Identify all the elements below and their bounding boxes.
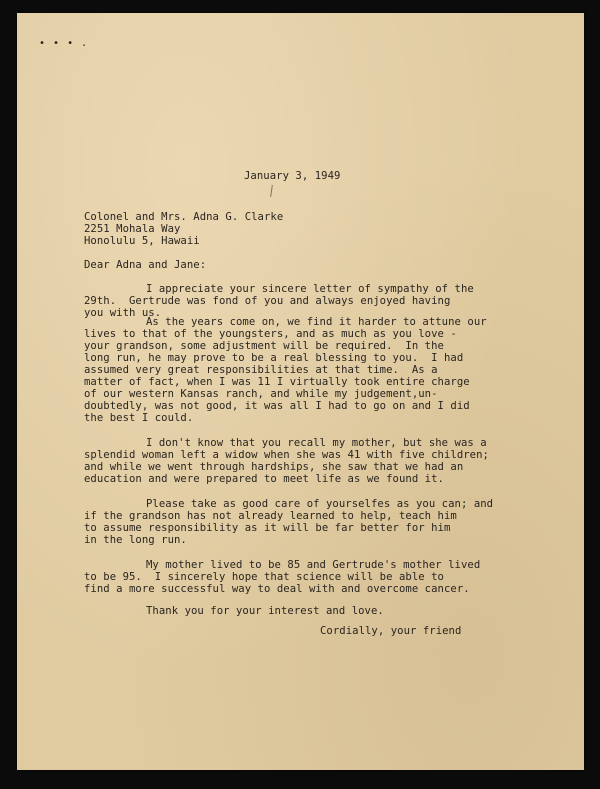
paragraph-2-line-4: long run, he may prove to be a real blessing to you. I had [84, 352, 464, 364]
paragraph-2-line-9: the best I could. [84, 412, 194, 424]
address-line-city: Honolulu 5, Hawaii [84, 235, 200, 247]
paragraph-4-line-3: to assume responsibility as it will be far better for him [84, 522, 451, 534]
paragraph-2-line-1: As the years come on, we find it harder to attune our [146, 316, 487, 328]
paragraph-1-line-2: 29th. Gertrude was fond of you and always enjoyed having [84, 295, 451, 307]
paragraph-3-line-3: and while we went through hardships, she saw that we had an [84, 461, 464, 473]
closing: Cordially, your friend [320, 625, 462, 637]
letter-page [17, 13, 584, 770]
paragraph-5-line-3: find a more successful way to deal with and overcome cancer. [84, 583, 470, 595]
paragraph-3-line-1: I don't know that you recall my mother, but she was a [146, 437, 487, 449]
address-line-name: Colonel and Mrs. Adna G. Clarke [84, 211, 284, 223]
paragraph-2-line-7: of our western Kansas ranch, and while my judgement,un- [84, 388, 438, 400]
paragraph-1-line-1: I appreciate your sincere letter of sympathy of the [146, 283, 474, 295]
paragraph-3-line-4: education and were prepared to meet life as we found it. [84, 473, 444, 485]
paragraph-5-line-2: to be 95. I sincerely hope that science will be able to [84, 571, 444, 583]
paragraph-2-line-3: your grandson, some adjustment will be required. In the [84, 340, 444, 352]
paragraph-4-line-1: Please take as good care of yourselfes as you can; and [146, 498, 494, 510]
pencil-mark [270, 185, 273, 197]
paragraph-3-line-2: splendid woman left a widow when she was 41 with five children; [84, 449, 489, 461]
paragraph-1-line-3: you with us. [84, 307, 162, 319]
paragraph-5-line-1: My mother lived to be 85 and Gertrude's mother lived [146, 559, 481, 571]
corner-mark: • • • . [39, 38, 89, 49]
salutation: Dear Adna and Jane: [84, 259, 207, 271]
paragraph-6-line-1: Thank you for your interest and love. [146, 605, 384, 617]
paragraph-4-line-2: if the grandson has not already learned to help, teach him [84, 510, 457, 522]
paragraph-2-line-5: assumed very great responsibilities at that time. As a [84, 364, 438, 376]
address-line-street: 2251 Mohala Way [84, 223, 181, 235]
paragraph-4-line-4: in the long run. [84, 534, 187, 546]
letter-date: January 3, 1949 [244, 170, 341, 182]
paragraph-2-line-8: doubtedly, was not good, it was all I had to go on and I did [84, 400, 470, 412]
paragraph-2-line-6: matter of fact, when I was 11 I virtually took entire charge [84, 376, 470, 388]
paragraph-2-line-2: lives to that of the youngsters, and as much as you love - [84, 328, 457, 340]
